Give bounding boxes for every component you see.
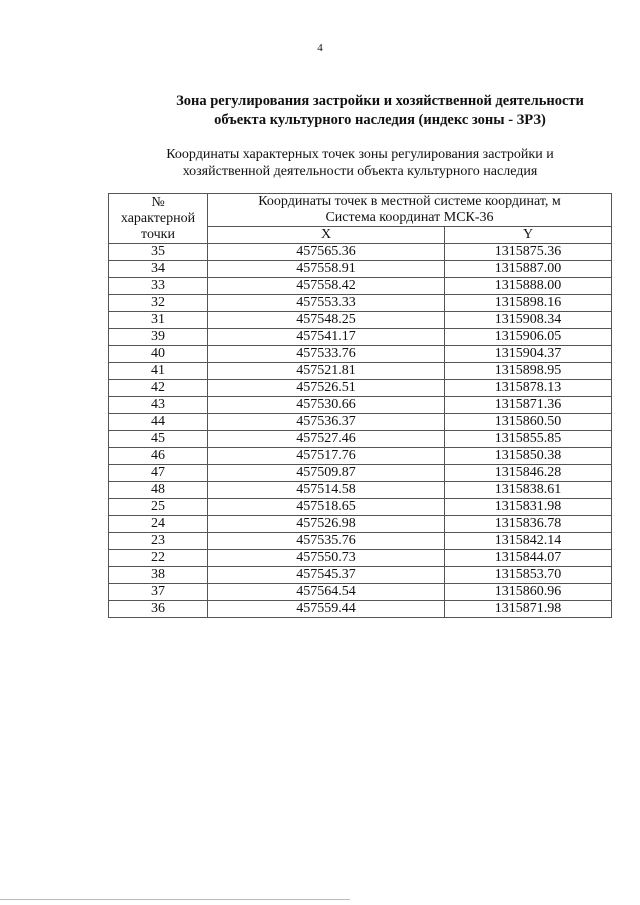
y-coordinate-cell: 1315888.00: [445, 278, 612, 295]
point-number-cell: 36: [109, 601, 208, 618]
x-coordinate-cell: 457545.37: [208, 567, 445, 584]
point-number-cell: 48: [109, 482, 208, 499]
y-coordinate-cell: 1315846.28: [445, 465, 612, 482]
point-number-cell: 42: [109, 380, 208, 397]
table-row: [109, 567, 612, 584]
footer-divider: [0, 899, 350, 900]
table-row: [109, 261, 612, 278]
point-number-cell: 34: [109, 261, 208, 278]
y-coordinate-cell: 1315842.14: [445, 533, 612, 550]
table-row: [109, 397, 612, 414]
table-body: [109, 244, 612, 618]
table-row: [109, 465, 612, 482]
x-column-header: X: [208, 227, 445, 244]
x-coordinate-cell: 457521.81: [208, 363, 445, 380]
x-coordinate-cell: 457536.37: [208, 414, 445, 431]
x-coordinate-cell: 457530.66: [208, 397, 445, 414]
page-number: 4: [317, 42, 323, 54]
coordinate-system-header-line-2: Система координат МСК-36: [325, 210, 494, 225]
point-number-cell: 25: [109, 499, 208, 516]
x-coordinate-cell: 457541.17: [208, 329, 445, 346]
point-number-cell: 32: [109, 295, 208, 312]
x-coordinate-cell: 457514.58: [208, 482, 445, 499]
coordinate-system-header-line-1: Координаты точек в местной системе координат, м: [258, 194, 561, 209]
y-coordinate-cell: 1315860.50: [445, 414, 612, 431]
table-row: [109, 550, 612, 567]
y-coordinate-cell: 1315844.07: [445, 550, 612, 567]
point-number-cell: 38: [109, 567, 208, 584]
title-line-2: объекта культурного наследия (индекс зоны - ЗРЗ): [214, 112, 546, 128]
coordinate-system-header: [208, 194, 612, 227]
x-coordinate-cell: 457565.36: [208, 244, 445, 261]
point-number-header-line-1: №: [151, 194, 165, 210]
point-number-cell: 22: [109, 550, 208, 567]
caption-line-1: Координаты характерных точек зоны регулирования застройки и: [166, 147, 554, 162]
table-row: [109, 312, 612, 329]
y-coordinate-cell: 1315904.37: [445, 346, 612, 363]
y-coordinate-cell: 1315875.36: [445, 244, 612, 261]
point-number-cell: 43: [109, 397, 208, 414]
point-number-header-line-3: точки: [141, 226, 175, 242]
table-row: [109, 533, 612, 550]
x-coordinate-cell: 457564.54: [208, 584, 445, 601]
table-row: [109, 278, 612, 295]
x-coordinate-cell: 457526.51: [208, 380, 445, 397]
point-number-cell: 35: [109, 244, 208, 261]
table-header-row: [109, 194, 612, 227]
point-number-cell: 41: [109, 363, 208, 380]
point-number-cell: 33: [109, 278, 208, 295]
y-coordinate-cell: 1315831.98: [445, 499, 612, 516]
table-row: [109, 414, 612, 431]
x-coordinate-cell: 457527.46: [208, 431, 445, 448]
point-number-cell: 40: [109, 346, 208, 363]
x-coordinate-cell: 457526.98: [208, 516, 445, 533]
table-row: [109, 482, 612, 499]
title-line-1: Зона регулирования застройки и хозяйственной деятельности: [176, 93, 584, 109]
y-coordinate-cell: 1315850.38: [445, 448, 612, 465]
x-coordinate-cell: 457558.42: [208, 278, 445, 295]
table-row: [109, 499, 612, 516]
point-number-header-line-2: характерной: [120, 210, 196, 226]
coordinates-table: [108, 193, 612, 618]
document-title: [150, 92, 610, 130]
y-coordinate-cell: 1315906.05: [445, 329, 612, 346]
point-number-cell: 45: [109, 431, 208, 448]
y-coordinate-cell: 1315871.36: [445, 397, 612, 414]
table-row: [109, 363, 612, 380]
point-number-cell: 31: [109, 312, 208, 329]
y-column-header: Y: [445, 227, 612, 244]
x-coordinate-cell: 457550.73: [208, 550, 445, 567]
point-number-header: [109, 194, 208, 244]
x-coordinate-cell: 457518.65: [208, 499, 445, 516]
y-coordinate-cell: 1315855.85: [445, 431, 612, 448]
table-row: [109, 244, 612, 261]
table-row: [109, 346, 612, 363]
x-coordinate-cell: 457553.33: [208, 295, 445, 312]
y-coordinate-cell: 1315898.16: [445, 295, 612, 312]
point-number-cell: 44: [109, 414, 208, 431]
table-row: [109, 601, 612, 618]
table-row: [109, 448, 612, 465]
y-coordinate-cell: 1315860.96: [445, 584, 612, 601]
table-row: [109, 295, 612, 312]
point-number-cell: 47: [109, 465, 208, 482]
y-coordinate-cell: 1315838.61: [445, 482, 612, 499]
caption-line-2: хозяйственной деятельности объекта культурного наследия: [182, 164, 538, 179]
x-coordinate-cell: 457535.76: [208, 533, 445, 550]
x-coordinate-cell: 457558.91: [208, 261, 445, 278]
y-coordinate-cell: 1315836.78: [445, 516, 612, 533]
point-number-cell: 24: [109, 516, 208, 533]
point-number-cell: 37: [109, 584, 208, 601]
point-number-cell: 46: [109, 448, 208, 465]
x-coordinate-cell: 457548.25: [208, 312, 445, 329]
x-coordinate-cell: 457509.87: [208, 465, 445, 482]
table-row: [109, 584, 612, 601]
x-coordinate-cell: 457559.44: [208, 601, 445, 618]
table-row: [109, 380, 612, 397]
y-coordinate-cell: 1315853.70: [445, 567, 612, 584]
point-number-cell: 23: [109, 533, 208, 550]
point-number-cell: 39: [109, 329, 208, 346]
x-coordinate-cell: 457533.76: [208, 346, 445, 363]
y-coordinate-cell: 1315887.00: [445, 261, 612, 278]
table-caption: [110, 146, 610, 180]
table-row: [109, 329, 612, 346]
table-row: [109, 431, 612, 448]
y-coordinate-cell: 1315908.34: [445, 312, 612, 329]
x-coordinate-cell: 457517.76: [208, 448, 445, 465]
y-coordinate-cell: 1315878.13: [445, 380, 612, 397]
table-row: [109, 516, 612, 533]
y-coordinate-cell: 1315871.98: [445, 601, 612, 618]
y-coordinate-cell: 1315898.95: [445, 363, 612, 380]
